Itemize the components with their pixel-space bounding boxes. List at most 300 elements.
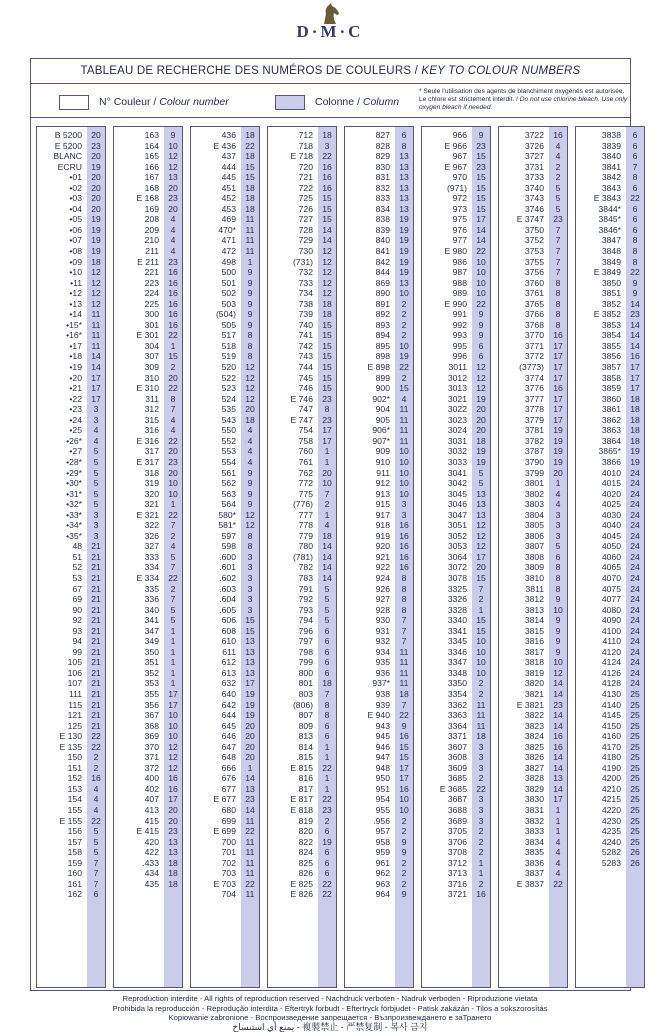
table-row [576,615,644,626]
colour-number: 350 [145,647,159,658]
colour-number: .433 [142,858,159,869]
column-number: 14 [626,299,644,310]
column-number: 4 [87,425,105,436]
colour-number: 758 [299,436,313,447]
table-row [576,573,644,584]
column-number: 25 [626,763,644,774]
column-number: 7 [472,584,490,595]
colour-number: 301 [145,320,159,331]
column-number: 18 [318,299,336,310]
table-row [422,172,490,183]
colour-number: 677 [222,784,236,795]
column-number: 3 [318,141,336,152]
column-number: 5 [472,468,490,479]
table-row [191,721,259,732]
column-number: 8 [241,531,259,542]
colour-number: 726 [299,204,313,215]
table-row [576,731,644,742]
column-number: 16 [164,309,182,320]
table-row [422,299,490,310]
column-number: 26 [626,847,644,858]
table-row [114,615,182,626]
table-row [345,879,413,890]
table-row [191,489,259,500]
colour-number: 3828 [525,773,544,784]
colour-number: 351 [145,657,159,668]
colour-number: 720 [299,162,313,173]
colour-number: •35* [66,531,82,542]
table-row [114,309,182,320]
table-row [499,868,567,879]
colour-number: 816 [299,773,313,784]
colour-number: 814 [299,742,313,753]
table-row [114,330,182,341]
column-number: 9 [472,309,490,320]
table-row [499,710,567,721]
column-number: 4 [164,214,182,225]
column-number: 2 [549,172,567,183]
column-number: 9 [626,278,644,289]
table-row [114,731,182,742]
colour-number: 107 [68,678,82,689]
colour-number: 159 [68,858,82,869]
table-row [422,689,490,700]
table-row [345,330,413,341]
column-number: 5 [472,478,490,489]
title-en: KEY TO COLOUR NUMBERS [421,65,580,77]
column-number: 15 [395,383,413,394]
colour-number: 825 [299,858,313,869]
colour-number: 827 [376,130,390,141]
table-row [114,499,182,510]
table-row [268,510,336,521]
column-number: 12 [164,763,182,774]
table-row [345,858,413,869]
colour-number: 434 [145,868,159,879]
table-row [37,816,105,827]
table-row [37,689,105,700]
table-row [576,235,644,246]
column-number: 9 [164,130,182,141]
table-row [576,320,644,331]
colour-number: 4110 [603,636,621,647]
copyright-footer [0,994,660,1032]
column-number: 6 [472,351,490,362]
column-number: 12 [472,373,490,384]
colour-number: 163 [145,130,159,141]
colour-number: 498 [222,257,236,268]
column-number: 11 [472,710,490,721]
colour-number: 356 [145,700,159,711]
colour-number: 807 [299,710,313,721]
table-row [268,837,336,848]
colour-number: E 815 [291,763,313,774]
colour-number: 4025 [602,499,621,510]
table-row [268,668,336,679]
table-row [37,193,105,204]
colour-number: 783 [299,573,313,584]
colour-number: 310 [145,373,159,384]
colour-number: 3705 [448,826,467,837]
table-row [114,721,182,732]
colour-number: 472 [222,246,236,257]
table-row [191,404,259,415]
colour-number: 4140 [602,700,621,711]
column-number: 18 [241,193,259,204]
column-number: 3 [241,562,259,573]
table-row [499,341,567,352]
table-row [37,172,105,183]
column-number: 7 [164,562,182,573]
table-row [422,889,490,900]
column-number: 9 [549,647,567,658]
colour-number: 4124 [602,657,621,668]
colour-number: 3836 [525,858,544,869]
table-row [268,468,336,479]
table-row [345,816,413,827]
colour-number: 796 [299,626,313,637]
colour-number: 3834 [525,837,544,848]
column-number: 20 [87,130,105,141]
table-row [268,162,336,173]
table-row [37,362,105,373]
colour-number: 3856 [602,351,621,362]
column-number: 16 [395,562,413,573]
column-number: 20 [318,468,336,479]
table-row [114,257,182,268]
table-row [576,214,644,225]
colour-number: 779 [299,531,313,542]
column-number: 5 [549,183,567,194]
column-number: 6 [318,636,336,647]
colour-number: 3827 [525,763,544,774]
column-number: 17 [549,351,567,362]
table-row [422,151,490,162]
colour-number: 915 [376,499,390,510]
colour-number: 3607 [448,742,467,753]
colour-number: 517 [222,330,236,341]
colour-number: 950 [376,773,390,784]
column-number: 24 [626,552,644,563]
colour-number: 211 [145,246,159,257]
table-row [268,415,336,426]
column-number: 19 [87,235,105,246]
colour-number: 936 [376,668,390,679]
table-row [576,562,644,573]
colour-number: 3804 [525,510,544,521]
table-row [499,794,567,805]
column-number: 2 [87,763,105,774]
table-row [114,594,182,605]
column-number: 10 [164,731,182,742]
column-number: 15 [472,204,490,215]
table-row [37,468,105,479]
table-row [499,499,567,510]
colour-number: 3770 [525,330,544,341]
table-row [191,288,259,299]
colour-number: 3777 [525,394,544,405]
column-number: 10 [472,288,490,299]
table-row [191,647,259,658]
colour-number: 910 [376,457,390,468]
colour-number: 3824 [525,731,544,742]
table-row [114,436,182,447]
colour-number: 647 [222,742,236,753]
page-title [31,65,630,77]
colour-number: 611 [222,647,236,658]
column-number: 19 [241,710,259,721]
colour-number: 935 [376,657,390,668]
colour-number: 894 [376,330,390,341]
table-row [422,541,490,552]
colour-number: (731) [293,257,313,268]
column-number: 25 [626,752,644,763]
column-number: 12 [241,362,259,373]
colour-number: 3721 [448,889,467,900]
table-row [37,446,105,457]
column-number: 3 [395,499,413,510]
table-row [345,404,413,415]
table-row [114,510,182,521]
colour-number: 580* [218,510,236,521]
colour-number: 3864 [602,436,621,447]
column-number: 15 [318,214,336,225]
colour-number: 111 [69,689,82,700]
table-row [114,351,182,362]
table-row [422,373,490,384]
table-row [576,531,644,542]
column-number: 18 [626,425,644,436]
table-row [576,373,644,384]
column-number: 18 [241,183,259,194]
column-number: 20 [241,731,259,742]
column-number: 8 [549,299,567,310]
column-number: 5 [164,605,182,616]
table-row [37,710,105,721]
colour-number: 746 [299,383,313,394]
colour-number: 892 [376,309,390,320]
dmc-logo [0,2,660,52]
table-row [114,794,182,805]
colour-number: 3815 [525,626,544,637]
column-number: 19 [549,425,567,436]
column-number: 22 [318,794,336,805]
table-row [422,130,490,141]
table-row [422,773,490,784]
colour-number: 992 [453,320,467,331]
table-row [37,594,105,605]
table-row [191,351,259,362]
column-number: 22 [241,879,259,890]
colour-number: 562 [222,478,236,489]
table-row [576,130,644,141]
table-row [268,721,336,732]
column-number: 16 [164,267,182,278]
colour-number: 4040 [602,520,621,531]
colour-number: 4160 [602,731,621,742]
table-row [576,858,644,869]
table-row [191,383,259,394]
colour-number: .815 [296,752,313,763]
column-number: 9 [241,499,259,510]
colour-number: 3024 [448,425,467,436]
colour-number: 3756 [525,267,544,278]
column-number: 22 [87,742,105,753]
colour-number: 156 [68,826,82,837]
colour-number: 728 [299,225,313,236]
colour-number: 48 [72,541,82,552]
table-row [422,478,490,489]
colour-number: 553 [222,446,236,457]
table-row [499,742,567,753]
table-row [37,489,105,500]
colour-number: 3853 [602,320,621,331]
column-number: 22 [241,141,259,152]
colour-number: 3608 [448,752,467,763]
table-row [268,605,336,616]
column-number: 23 [318,805,336,816]
legend-number-label [99,96,229,108]
column-number: 2 [318,816,336,827]
table-row [345,141,413,152]
table-row [268,299,336,310]
column-number: 4 [164,541,182,552]
colour-number: E 966 [445,141,467,152]
column-number: 1 [164,499,182,510]
column-number: 7 [87,868,105,879]
table-row [499,647,567,658]
table-row [37,636,105,647]
table-row [576,457,644,468]
colour-number: •18 [69,351,82,362]
table-row [422,700,490,711]
column-number: 4 [549,847,567,858]
colour-number: 3031 [448,436,467,447]
column-number: 6 [318,826,336,837]
column-number: 17 [164,689,182,700]
colour-number: 831 [376,172,390,183]
table-row [576,246,644,257]
column-number: 23 [318,394,336,405]
table-row [499,721,567,732]
column-number: 2 [472,879,490,890]
colour-number: 3708 [448,847,467,858]
column-number: 23 [164,457,182,468]
table-row [499,773,567,784]
table-row [345,510,413,521]
column-number: 2 [395,373,413,384]
column-number: 7 [164,404,182,415]
colour-number: •12 [69,288,82,299]
colour-number: •07 [69,235,82,246]
column-number: 21 [87,700,105,711]
title-fr: TABLEAU DE RECHERCHE DES NUMÉROS DE COULEURS / [81,65,422,77]
table-row [114,446,182,457]
table-row [191,257,259,268]
column-number: 11 [241,858,259,869]
column-number: 25 [626,773,644,784]
column-number: 9 [472,320,490,331]
colour-number: 452 [222,193,236,204]
column-number: 20 [164,373,182,384]
table-column-6 [421,126,491,988]
colour-number: 793 [299,605,313,616]
table-row [191,763,259,774]
column-number: 12 [164,162,182,173]
column-number: 3 [241,552,259,563]
table-row [576,141,644,152]
colour-number: 523 [222,383,236,394]
table-row [191,710,259,721]
table-row [268,594,336,605]
column-number: 18 [472,731,490,742]
colour-number: •24 [69,415,82,426]
column-number: 17 [87,394,105,405]
colour-number: E 699 [214,826,236,837]
column-number: 1 [318,742,336,753]
column-number: 10 [472,636,490,647]
colour-number: 3733 [525,172,544,183]
table-row [345,383,413,394]
table-row [499,299,567,310]
column-number: 2 [164,362,182,373]
column-number: 11 [241,246,259,257]
column-number: 16 [395,541,413,552]
column-number: 9 [626,288,644,299]
colour-number: 3688 [448,805,467,816]
column-number: 9 [472,130,490,141]
table-row [268,235,336,246]
colour-number: 208 [145,214,159,225]
table-row [499,489,567,500]
colour-number: 92 [72,615,82,626]
column-number: 1 [549,805,567,816]
column-number: 10 [395,489,413,500]
column-number: 25 [626,826,644,837]
column-number: 14 [549,678,567,689]
table-row [268,341,336,352]
colour-number: 334 [145,562,159,573]
colour-number: E 826 [291,889,313,900]
column-number: 5 [87,478,105,489]
table-row [37,531,105,542]
table-row [268,141,336,152]
column-number: 6 [318,847,336,858]
colour-number: (504) [216,309,236,320]
column-number: 6 [626,204,644,215]
column-number: 6 [549,552,567,563]
table-row [268,847,336,858]
column-number: 4 [87,794,105,805]
colour-number: E 415 [137,826,159,837]
colour-number: 3831 [525,805,544,816]
table-row [114,468,182,479]
table-row [268,678,336,689]
colour-number: •33* [66,510,82,521]
table-row [576,499,644,510]
column-number: 9 [241,299,259,310]
colour-number: 352 [145,668,159,679]
table-row [422,204,490,215]
column-number: 20 [87,172,105,183]
column-number: 5 [318,605,336,616]
column-number: 10 [472,668,490,679]
table-row [499,826,567,837]
column-number: 19 [395,235,413,246]
table-row [114,362,182,373]
column-number: 12 [241,373,259,384]
colour-number: 209 [145,225,159,236]
